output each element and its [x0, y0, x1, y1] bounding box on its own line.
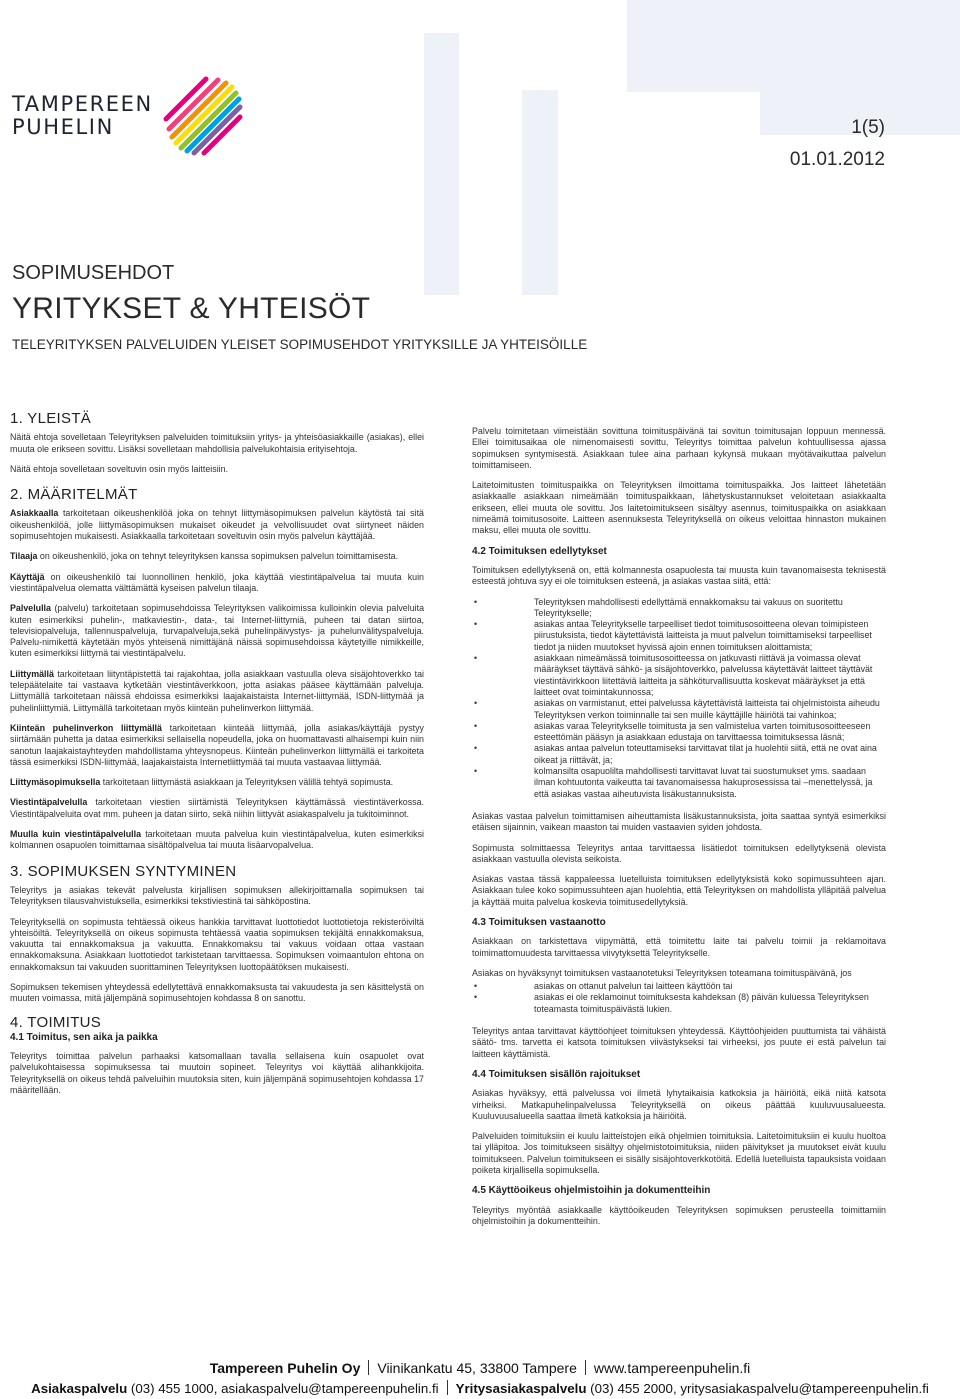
section-heading: 3. SOPIMUKSEN SYNTYMINEN	[10, 862, 237, 880]
footer-website-link[interactable]: www.tampereenpuhelin.fi	[593, 1360, 751, 1376]
definition-text: on oikeushenkilö, joka on tehnyt teleyrityksen kanssa sopimuksen palvelun toimittamisesta.	[37, 551, 399, 562]
list-item: • asiakas on varmistanut, ettei palvelussa käytettävistä laitteista tai ohjelmistoista aiheudu Teleyrityksen verkon toiminnalle tai sen muille käyttäjille häiriötä tai vahinkoa;	[474, 698, 880, 720]
footer-separator	[368, 1360, 369, 1375]
list-item: esteettömän pääsyn ja asiakkaan edustaja on tarvittaessa toimituksessa läsnä;	[534, 732, 845, 743]
definition-term: Tilaaja	[10, 551, 38, 562]
bullet-icon: •	[474, 981, 478, 992]
paragraph: Teleyritys myöntää asiakkaalle käyttöoikeuden Teleyrityksen sopimuksen perusteella toimittamiin ohjelmistoihin ja dokumentteihin.	[472, 1204, 886, 1226]
definition-term: Kiinteän puhelinverkon liittymällä	[10, 722, 162, 733]
bullet-icon: •	[474, 653, 478, 664]
list-item: • asiakas antaa Teleyritykselle tarpeelliset tiedot toimitusosoitteena olevan toimipisteen piirustuksista, tiedot käytettävistä laitteista ja muut palvelun toimittamiseksi tarpeelliset tiedot ja niiden muutokset hyvissä ajoin ennen toimituksen aloittamista;	[474, 619, 872, 652]
right-column	[472, 426, 886, 1236]
paragraph: Sopimuksen tekemisen yhteydessä edellytettävä ennakkomaksusta tai vakuudesta ja sen käsittelystä on muuten voimassa, mitä jäljempänä sopimusehtojen kohdassa 8 on sanottu.	[10, 981, 424, 1004]
page-footer	[0, 1358, 960, 1399]
section-heading: 1. YLEISTÄ	[10, 410, 92, 427]
section-heading: 4. TOIMITUS	[10, 1013, 102, 1031]
document-date: 01.01.2012	[789, 149, 885, 170]
footer-line-2	[0, 1379, 960, 1399]
paragraph: Sopimusta solmittaessa Teleyritys antaa tarvittaessa lisätiedot toimituksen edellytyksenä olevista asiakkaan vastuulla olevista seikoista.	[472, 842, 886, 864]
paragraph: Palvelu toimitetaan viimeistään sovittuna toimituspäivänä tai sovitun toimitusajan loppuun mennessä. Ellei toimitusaikaa ole nimenomaisesti sovittu, Teleyritys toimittaa palvelun kohtuullisessa ajassa sopimuksen syntymisestä. Asiakkaan tulee aina parhaan kykynsä mukaan myötävaikuttaa palvelun toimittamiseen.	[472, 426, 886, 470]
background-block	[424, 33, 459, 295]
definition-term: Käyttäjä	[10, 571, 45, 582]
footer-line-1	[0, 1358, 960, 1378]
paragraph: Teleyritys antaa tarvittavat käyttöohjeet toimituksen yhteydessä. Käyttöohjeiden puuttumista tai vähäistä säätö- tms. tarvetta ei katsota toimituksen viivästykseksi tai virheeksi, jos puute ei estä palvelun tai laitteen käyttämistä.	[472, 1026, 886, 1059]
acceptance-list	[472, 981, 886, 1015]
company-logo	[12, 93, 153, 139]
document-subtitle: TELEYRITYKSEN PALVELUIDEN YLEISET SOPIMUSEHDOT YRITYKSILLE JA YHTEISÖILLE	[12, 337, 588, 352]
document-header	[12, 262, 712, 352]
logo-text-line2: PUHELIN	[12, 115, 114, 139]
footer-cs-contact[interactable]: (03) 455 1000, asiakaspalvelu@tampereenpuhelin.fi	[127, 1381, 439, 1396]
definition-term: Muulla kuin viestintäpalvelulla	[10, 829, 142, 840]
bullet-icon: •	[474, 766, 478, 777]
definition-term: Viestintäpalvelulla	[10, 797, 88, 808]
logo-stripes-icon	[160, 73, 244, 157]
definition	[10, 669, 424, 714]
paragraph: Palveluiden toimituksiin ei kuulu laitteistojen eikä ohjelmien toimituksia. Laitetoimituksiin ei kuulu huoltoa tai ylläpitoa. Jos toimitukseen sisältyy ohjelmistotoimituksia, niiden päivitykset ja muutokset eivät kuulu toimitukseen. Palvelun toimitukseen ei sisälly sisäjohtoverkkotöitä. Edellä luetelluista tapauksista voidaan poiketa kirjallisella sopimuksella.	[472, 1131, 886, 1176]
paragraph: Asiakas on hyväksynyt toimituksen vastaanotetuksi Teleyrityksen toteamana toimituspäivänä, jos	[472, 967, 852, 978]
paragraph: Asiakas hyväksyy, että palvelussa voi ilmetä lyhytaikaisia katkoksia ja häiriöitä, eikä niitä katsota virheiksi. Matkapuhelinpalvelussa Teleyrityksellä on oikeus päättää kuuluvuusalueesta. Kuuluvuusalueella saattaa ilmetä katkoksia ja häiriöitä.	[472, 1088, 886, 1121]
footer-bcs-label: Yritysasiakaspalvelu	[455, 1381, 587, 1396]
definition-term: Liittymällä	[10, 668, 54, 679]
list-item: • Teleyrityksen mahdollisesti edellyttämä ennakkomaksu tai vakuus on suoritettu Teleyritykselle;	[474, 596, 843, 618]
definition	[10, 551, 424, 562]
definition	[10, 777, 424, 788]
paragraph: Asiakas vastaa palvelun toimittamisen aiheuttamista lisäkustannuksista, joita saattaa syntyä esimerkiksi etäisen sijainnin, vaikean maaston tai muiden vastaavien syiden johdosta.	[472, 810, 886, 833]
definition	[10, 723, 424, 768]
document-kicker: SOPIMUSEHDOT	[12, 262, 175, 284]
definition	[10, 572, 424, 595]
definition-text: tarkoitetaan oikeushenkilöä joka on tehnyt liittymäsopimuksen palvelun käytöstä tai sitä oikeushenkilöä, jolle liittymäsopimuksen mukaiset oikeudet ja velvollisuudet ovat siirtyneet näiden sopimusehtojen mukaisesti. Asiakkaalla tarkoitetaan soveltuvin osin myös palvelun käyttäjää.	[10, 508, 424, 542]
left-column	[10, 410, 425, 1105]
definition-text: tarkoitetaan viestien siirtämistä Teleyrityksen käyttämässä viestintäverkossa. Viestintäpalveluita ovat mm. puheen ja datan siirto, sekä niihin liittyvät asiakaspalvelu ja tukitoiminnot.	[10, 797, 424, 819]
paragraph: Teleyritys toimittaa palvelun parhaaksi katsomallaan tavalla sellaisena kuin osapuolet ovat palvelukohtaisessa sopimuksessa tai muutoin sopineet. Teleyritys voi käyttää alihankkijoita. Teleyrityksellä on oikeus tehdä palveluihin muutoksia siten, kuin jäljempänä sopimusehtojen kohdassa 17 määritellään.	[10, 1051, 424, 1096]
definition-term: Liittymäsopimuksella	[10, 777, 101, 788]
list-item: • kolmansilta osapuolilta mahdollisesti tarvittavat luvat tai suostumukset yms. saadaan ilman kohtuutonta vaikeutta tai tavanomaisessa hakuprosessissa tai –menettelyssä, ja että asiakas vastaa aiheutuvista lisäkustannuksista.	[474, 766, 873, 799]
definition	[10, 829, 424, 852]
requirements-list	[472, 597, 886, 800]
paragraph: Asiakkaan on tarkistettava viipymättä, että toimitettu laite tai palvelu toimii ja reklamoitava toimimattomuudesta tarvittaessa viivytyksettä Teleyritykselle.	[472, 936, 886, 958]
definition-text: tarkoitetaan liittymästä asiakkaan ja Teleyrityksen välillä tehtyä sopimusta.	[100, 777, 394, 788]
definition-text: tarkoitetaan kiinteää liittymää, jolla asiakas/käyttäjä pystyy siirtämään puhetta ja dataa esimerkiksi sellaisella nopeudella, joka on huomattavasti alhaisempi kuin niin sanotun laajakaistayhteyden mahdollistama yhteysnopeus. Kiinteän puhelinverkon liittymällä ei tarkoiteta tässä esimerkiksi ISDN-liittymää, laajakaistaista Internetliittymää tai muuta vastaavaa liittymää.	[10, 722, 424, 767]
list-item: • asiakas antaa palvelun toteuttamiseksi tarvittavat tilat ja huolehtii siitä, että ne ovat aina oikeat ja riittävät, ja;	[474, 743, 877, 765]
bullet-icon: •	[474, 619, 478, 630]
footer-separator	[447, 1380, 448, 1395]
list-item: • asiakas on ottanut palvelun tai laitteen käyttöön tai	[474, 981, 733, 992]
bullet-icon: •	[474, 720, 478, 731]
subsection-heading: 4.5 Käyttöoikeus ohjelmistoihin ja dokumentteihin	[472, 1185, 711, 1197]
footer-address: Viinikankatu 45, 33800 Tampere	[377, 1360, 577, 1376]
list-item: • asiakas varaa Teleyritykselle toimitusta ja sen valmistelua varten toimitusosoitteeseen	[474, 720, 871, 731]
definition-text: tarkoitetaan muuta palvelua kuin viestintäpalvelua, kuten esimerkiksi kolmannen osapuolen toimittamaa sisältöpalvelua tai muuta lisäarvopalvelua.	[10, 829, 425, 851]
document-title: YRITYKSET & YHTEISÖT	[12, 292, 371, 325]
paragraph: Teleyrityksellä on sopimusta tehtäessä oikeus hankkia tarvittavat luottotiedot luottotietoja rekisteröiviltä yhteisöiltä. Teleyrityksellä on oikeus sopimusta tehtäessä vaatia sopimuksen tekijältä ennakkomaksua, vakuutta tai ennakkomaksua ja vakuutta. Ennakkomaksu tai vakuus voidaan ottaa vastaan ennakkomaksuna. Asiakkaan luottotiedot tarkistetaan tarvittaessa. Sopimuksen voimaantulon ehtona on ennakkomaksun tai vakuuden suorittaminen Teleyrityksen luottopäätöksen mukaisesti.	[10, 916, 424, 972]
bullet-icon: •	[474, 743, 478, 754]
logo-text-line1: TAMPEREEN	[12, 92, 153, 116]
subsection-heading: 4.2 Toimituksen edellytykset	[472, 545, 607, 557]
definition-text: tarkoitetaan liityntäpistettä tai rajakohtaa, jolla asiakkaan vastuulla oleva sisäjohtoverkko tai telepäätelaite tai vastaava kytketään viestintäverkkoon, jotta asiakas pääsee käyttämään palveluja. Liittymällä tarkoitetaan näissä ehdoissa esimerkiksi laajakaistaista Internet-liittymää, ISDN-liittymää ja puhelinliittymiä. Liittymällä tarkoitetaan myös kiinteän puhelinverkon liittymää.	[10, 668, 424, 713]
list-item: • asiakas ei ole reklamoinut toimituksesta kahdeksan (8) päivän kuluessa Teleyrityksen toteamasta toimituspäivästä lukien.	[474, 992, 869, 1014]
page-number: 1(5)	[851, 117, 885, 138]
definition-text: on oikeushenkilö tai luonnollinen henkilö, joka käyttää viestintäpalvelua tai muuta kuin viestintäpalvelua olematta välttämättä kyseisen palvelun tilaaja.	[10, 571, 424, 593]
footer-cs-label: Asiakaspalvelu	[31, 1381, 128, 1396]
paragraph: Näitä ehtoja sovelletaan soveltuvin osin myös laitteisiin.	[10, 463, 229, 474]
definition	[10, 508, 424, 542]
definition-text: (palvelu) tarkoitetaan sopimusehdoissa Teleyrityksen valikoimissa kulloinkin olevia palveluita kuten esimerkiksi puhelin-, matkaviestin-, data-, tai Internet-liittymiä, puheen tai datan siirtoa, televisiopalveluja, tallennuspalveluja, turvapalveluja,sekä puhelinpäivystys- ja puhelunvälityspalveluja. Palvelu-nimikettä käytetään myös yhteisenä nimittäjänä näissä sopimusehdoissa käytetyille nimikkeille, kuten esimerkiksi liittymä tai viestintäpalvelu.	[10, 603, 424, 659]
definition	[10, 603, 424, 659]
paragraph: Teleyritys ja asiakas tekevät palvelusta kirjallisen sopimuksen allekirjoittamalla sopimuksen tai Teleyrityksen tilausvahvistuksella, esimerkiksi tekstiviestinä tai sähköpostina.	[10, 884, 424, 907]
definition-term: Asiakkaalla	[10, 508, 59, 519]
subsection-heading: 4.4 Toimituksen sisällön rajoitukset	[472, 1068, 641, 1080]
bullet-icon: •	[474, 698, 478, 709]
subsection-heading: 4.1 Toimitus, sen aika ja paikka	[10, 1031, 158, 1043]
paragraph: Asiakas vastaa tässä kappaleessa luetelluista toimituksen edellytyksistä koko sopimussuhteen ajan. Asiakkaan tulee koko sopimussuhteen ajan huolehtia, että Teleyrityksen on mahdollista ylläpitää palvelua ja käyttää muita palvelua koskevia toimitusedellytyksiä.	[472, 874, 886, 907]
footer-company: Tampereen Puhelin Oy	[209, 1360, 361, 1376]
subsection-heading: 4.3 Toimituksen vastaanotto	[472, 916, 606, 928]
paragraph: Toimituksen edellytyksenä on, että kolmannesta osapuolesta tai muusta kuin tavanomaisesta teknisestä esteestä johtuva syy ei ole toimituksen esteenä, ja asiakas vastaa siitä, että:	[472, 564, 886, 587]
paragraph: Näitä ehtoja sovelletaan Teleyrityksen palveluiden toimituksiin yritys- ja yhteisöasiakkaille (asiakas), ellei muuta ole erikseen sovittu. Lisäksi sovelletaan mahdollisia palvelukohtaisia erityisehtoja.	[10, 432, 424, 454]
paragraph: Laitetoimitusten toimituspaikka on Teleyrityksen ilmoittama toimituspaikka. Jos laitteet lähetetään asiakkaalle asiakkaan nimeämään toimituspaikkaan, lähetyskustannukset veloitetaan asiakkaalta erikseen, ellei muuta ole sovittu. Jos laitetoimitukseen sisältyy asennus, toimituspaikka on asiakkaan nimeämä toimitusosoite. Laitteen asennuksesta Teleyrityksellä on oikeus veloittaa hinnaston mukainen maksu, ellei muuta ole sovittu.	[472, 480, 886, 536]
footer-separator	[585, 1360, 586, 1375]
bullet-icon: •	[474, 596, 478, 607]
bullet-icon: •	[474, 992, 478, 1003]
definition	[10, 797, 424, 820]
definition-term: Palvelulla	[10, 603, 51, 614]
list-item: • asiakkaan nimeämässä toimitusosoitteessa on jatkuvasti riittävä ja voimassa olevat määräykset täyttävä sähkö- ja sisäjohtoverkko, palvelussa käytettävät laitteet täyttävät viestintävirkkoon liitettäviä laitteita ja sähköturvallisuutta koskevat määräykset ja että laitteet ovat toimintakunnossa;	[474, 653, 873, 697]
page-meta	[790, 112, 885, 176]
footer-bcs-contact[interactable]: (03) 455 2000, yritysasiakaspalvelu@tampereenpuhelin.fi	[586, 1381, 929, 1396]
section-heading: 2. MÄÄRITELMÄT	[10, 486, 138, 504]
